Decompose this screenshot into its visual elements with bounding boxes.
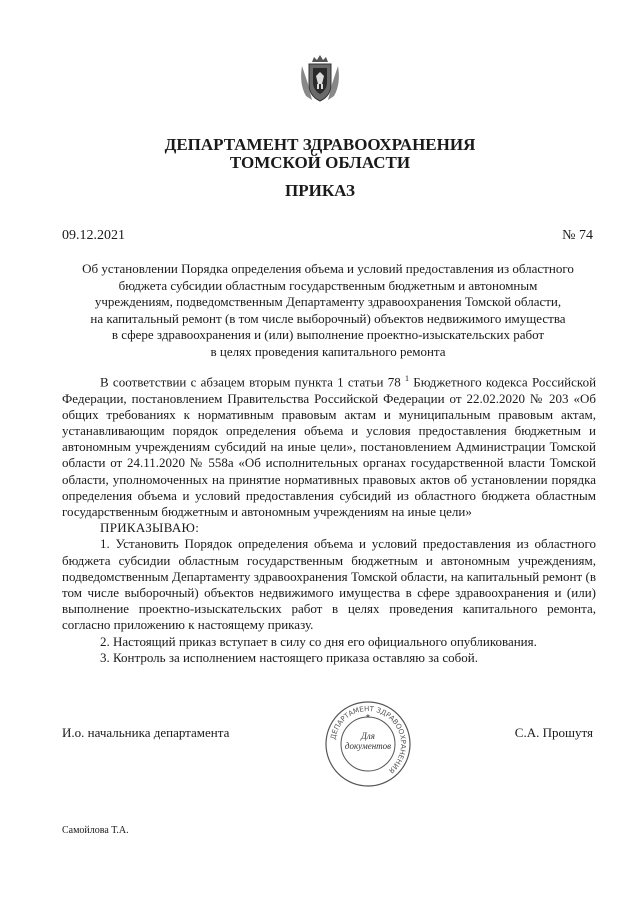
- preamble-paragraph: [62, 371, 596, 520]
- doc-type-title: ПРИКАЗ: [285, 181, 355, 200]
- preamble-text-start: В соответствии с абзацем вторым пункта 1 статьи 78: [100, 374, 401, 390]
- org-name-line1: ДЕПАРТАМЕНТ ЗДРАВООХРАНЕНИЯ: [164, 135, 476, 154]
- title-line: в сфере здравоохранения и (или) выполнение проектно-изыскательских работ: [111, 327, 545, 343]
- preamble-superscript: 1: [404, 374, 409, 383]
- org-name-line2: ТОМСКОЙ ОБЛАСТИ: [229, 153, 411, 172]
- executor-name: Самойлова Т.А.: [62, 825, 129, 836]
- coat-of-arms-icon: [298, 54, 342, 104]
- preamble-text-end: Бюджетного кодекса Российской Федерации, постановлением Правительства Российской Федерации от 22.02.2020 № 203 «Об общих требованиях к нормативным правовым актам и муниципальным правовым актам, устанавливающим порядок определения объема и условия предоставления бюджетным и автономным учреждениям субсидий на иные цели», постановлением Администрации Томской области от 24.11.2020 № 558а «Об исполнительных органах государственной власти Томской области, уполномоченных на принятие нормативных правовых актов об установлении порядка определения объема и условий предоставления субсидий из областного бюджета областным государственным бюджетным и автономным учреждениям на иные цели»: [62, 374, 597, 519]
- stamp-ring-text: ДЕПАРТАМЕНТ ЗДРАВООХРАНЕНИЯ: [329, 704, 408, 775]
- signatory-position: И.о. начальника департамента: [62, 725, 230, 740]
- order-item-1: 1. Установить Порядок определения объема и условий предоставления из областного бюджета субсидии областным государственным бюджетным и автономным учреждениям, подведомственным Департаменту здравоохранения Томской области, на капитальный ремонт (в том числе выборочный) объектов недвижимого имущества в сфере здравоохранения и (или) выполнение проектно-изыскательских работ в целях проведения капитального ремонта, согласно приложению к настоящему приказу.: [62, 536, 596, 633]
- stamp-center-text: [324, 731, 412, 751]
- title-line: в целях проведения капитального ремонта: [210, 343, 446, 359]
- order-item-3: 3. Контроль за исполнением настоящего приказа оставляю за собой.: [100, 649, 478, 665]
- title-line: Об установлении Порядка определения объема и условий предоставления из областного: [82, 261, 574, 276]
- order-keyword: ПРИКАЗЫВАЮ:: [100, 520, 200, 536]
- title-line: бюджета субсидии областным государственным бюджетным и автономным: [118, 277, 538, 293]
- order-title: [60, 261, 596, 361]
- svg-text:★: ★: [365, 714, 371, 720]
- title-line: учреждениям, подведомственным Департаменту здравоохранения Томской области,: [94, 294, 562, 310]
- doc-date: 09.12.2021: [62, 228, 125, 243]
- order-body: [62, 371, 596, 666]
- title-line: на капитальный ремонт (в том числе выборочный) объектов недвижимого имущества: [90, 310, 566, 326]
- stamp-center-line2: документов: [344, 741, 392, 751]
- stamp-center-line1: Для: [361, 731, 375, 741]
- order-item-2: 2. Настоящий приказ вступает в силу со дня его официального опубликования.: [100, 633, 537, 649]
- doc-number: № 74: [562, 228, 593, 243]
- signatory-name: С.А. Прошутя: [514, 725, 593, 740]
